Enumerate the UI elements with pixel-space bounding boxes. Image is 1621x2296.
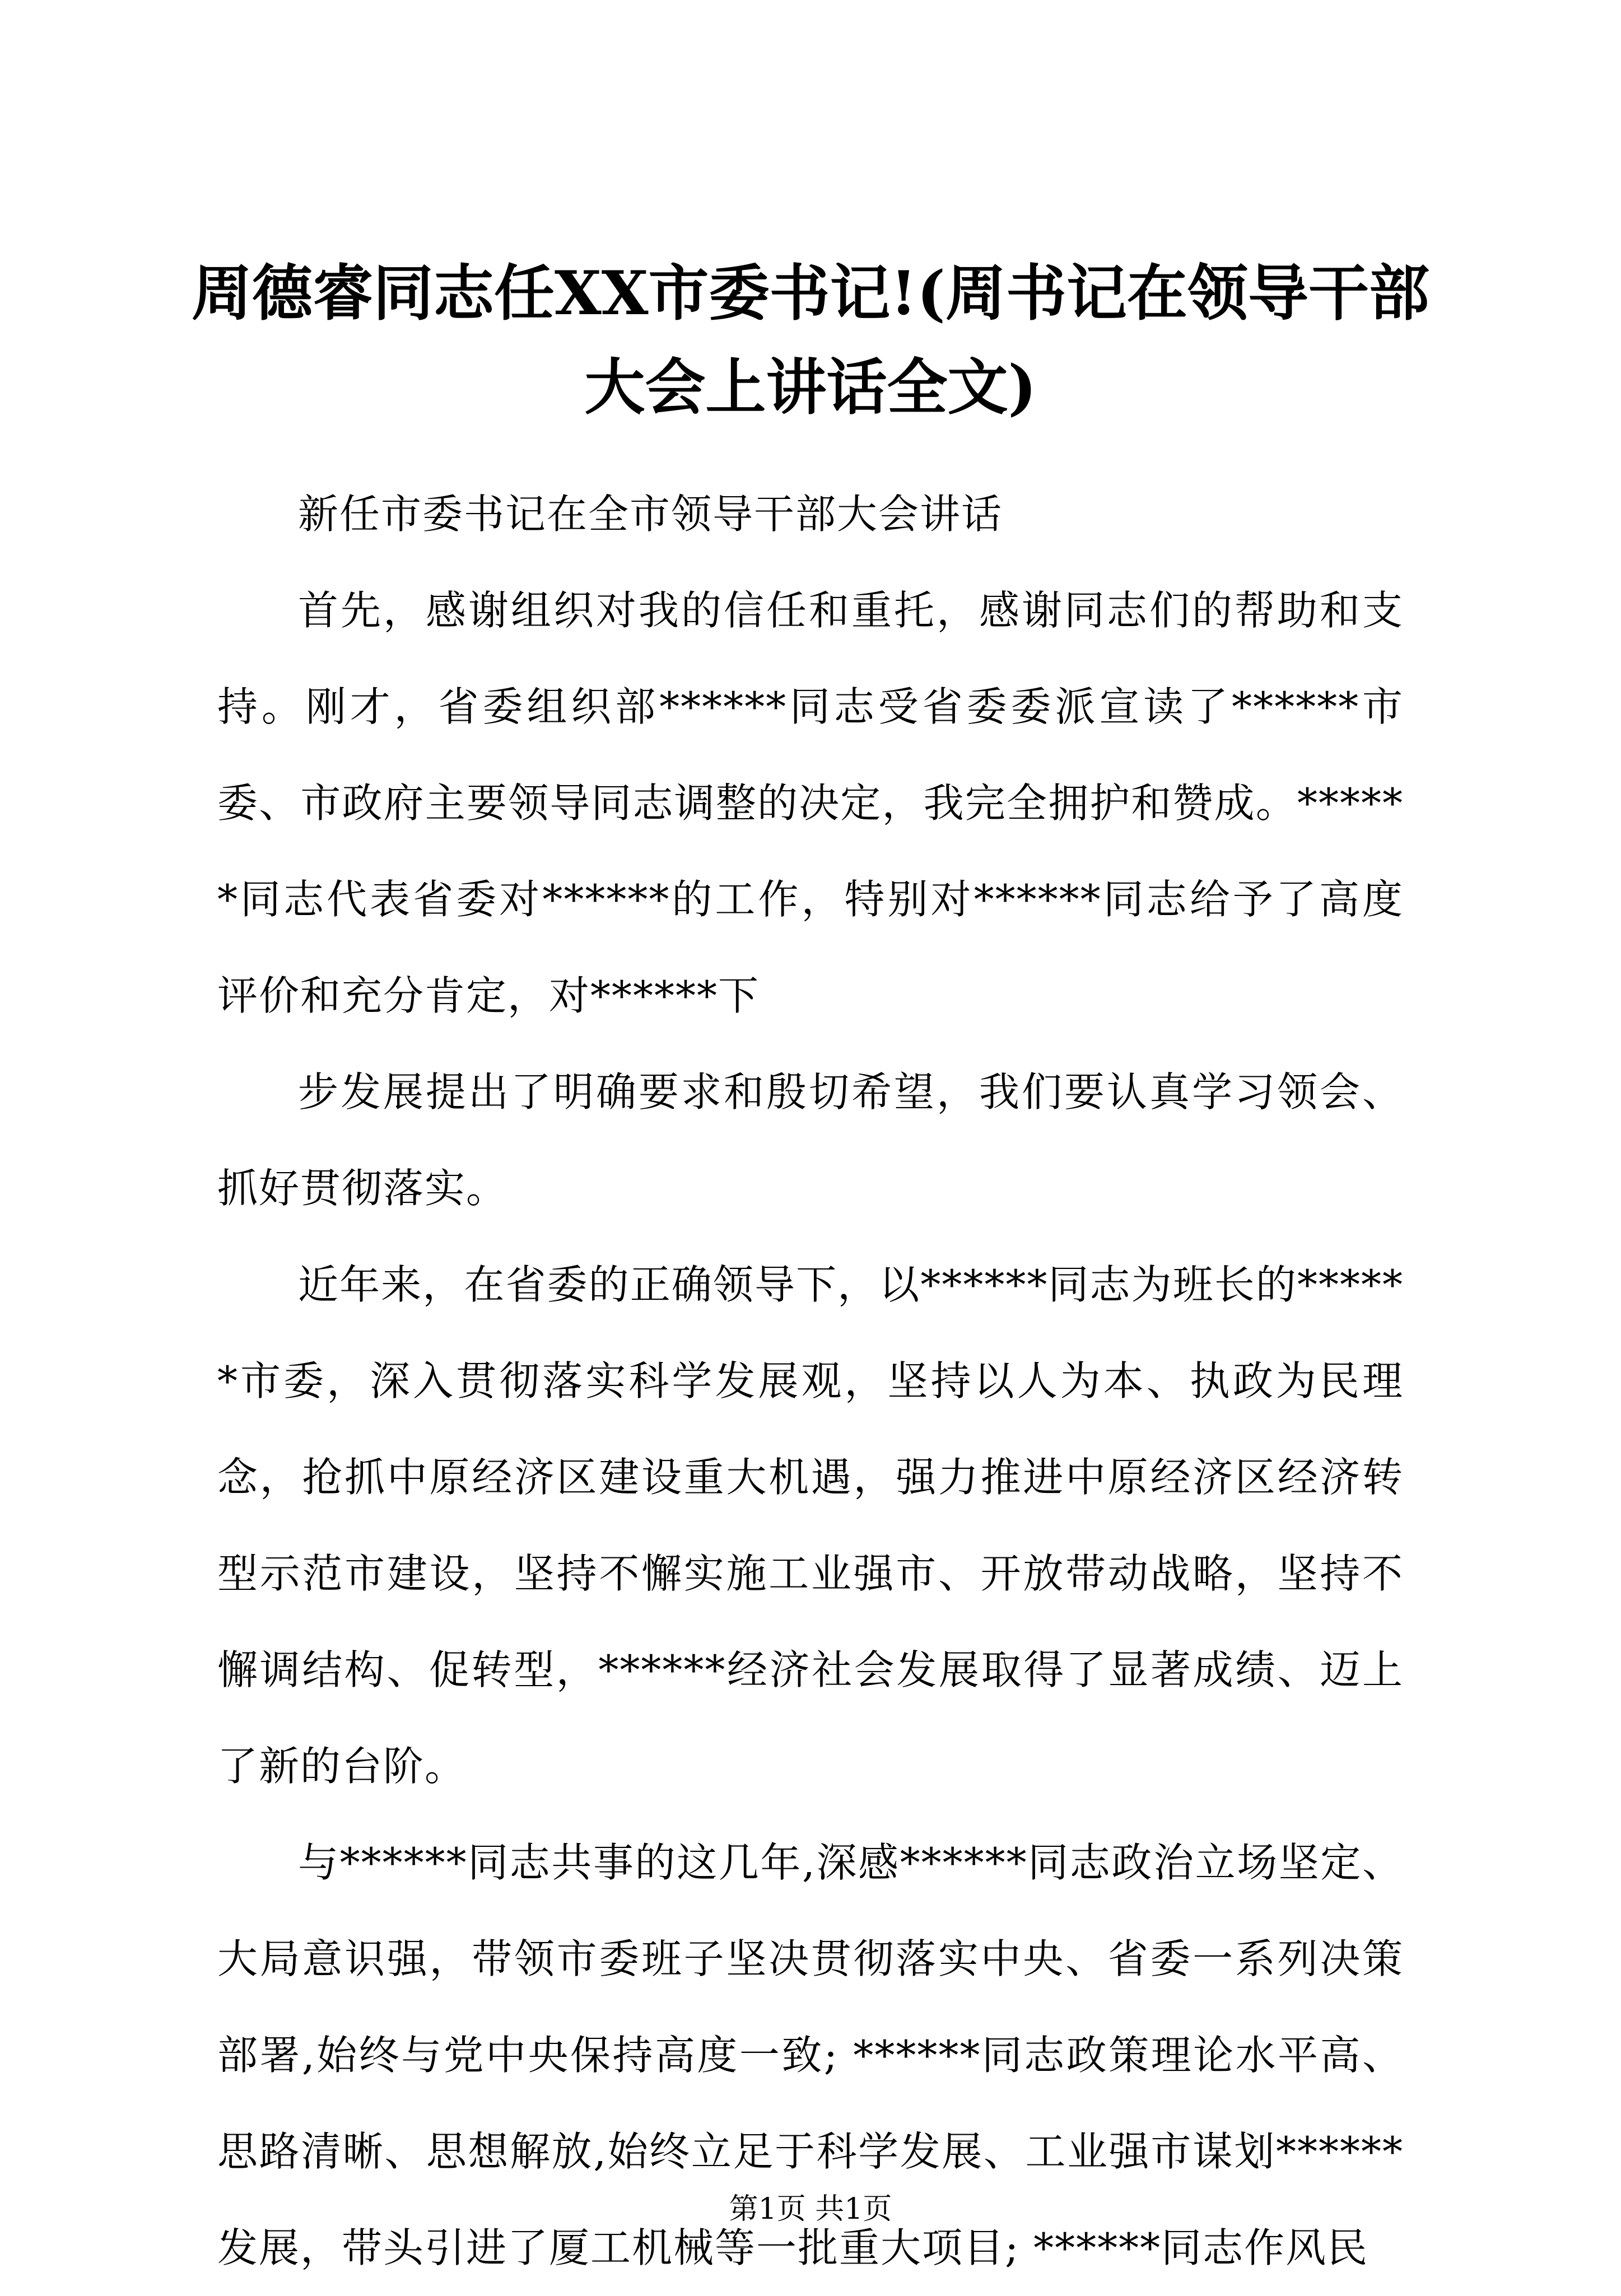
paragraph-subtitle: 新任市委书记在全市领导干部大会讲话 [298,491,1003,538]
paragraph: 与******同志共事的这几年,深感******同志政治立场坚定、大局意识强，带领市委班子坚决贯彻落实中央、省委一系列决策部署,始终与党中央保持高度一致; ******同志政策理论水平高、思路清晰、思想解放,始终立足于科学发展、工业强市谋划******发展，带头引进了厦工机械等一批重大项目; ******同志作风民 [217,1839,1404,2271]
page-number-footer: 第1页 共1页 [729,2192,892,2226]
paragraph: 首先，感谢组织对我的信任和重托，感谢同志们的帮助和支持。刚才，省委组织部******同志受省委委派宣读了******市委、市政府主要领导同志调整的决定，我完全拥护和赞成。******同志代表省委对******的工作，特别对******同志给予了高度评价和充分肯定，对******下 [217,587,1404,1019]
paragraph: 近年来，在省委的正确领导下，以******同志为班长的******市委，深入贯彻落实科学发展观，坚持以人为本、执政为民理念，抢抓中原经济区建设重大机遇，强力推进中原经济区经济转型示范市建设，坚持不懈实施工业强市、开放带动战略，坚持不懈调结构、促转型，******经济社会发展取得了显著成绩、迈上了新的台阶。 [217,1261,1404,1790]
paragraph: 步发展提出了明确要求和殷切希望，我们要认真学习领会、抓好贯彻落实。 [217,1068,1404,1212]
document-title: 周德睿同志任XX市委书记!(周书记在领导干部大会上讲话全文) [191,258,1430,423]
document-body [217,466,1404,2296]
